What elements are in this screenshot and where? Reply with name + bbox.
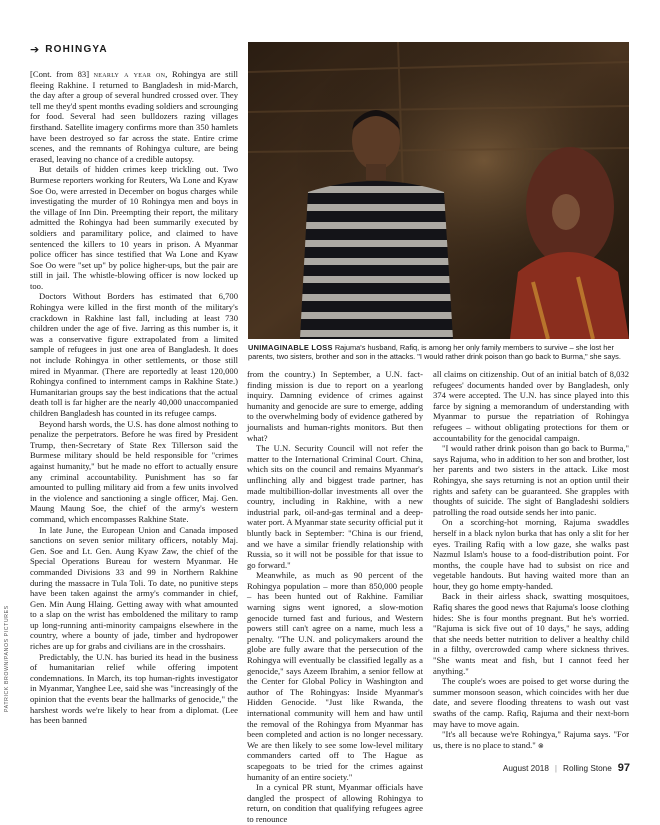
feature-photo: [248, 42, 629, 339]
arrow-right-icon: ➔: [30, 42, 40, 56]
photo-caption: [248, 343, 629, 362]
magazine-name: Rolling Stone: [563, 763, 612, 773]
issue-date: August 2018: [502, 763, 549, 773]
page-number: 97: [617, 762, 630, 774]
paragraph: Meanwhile, as much as 90 percent of the Rohingya population – more than 850,000 people – has been hunted out of Rakhine. Familiar warning signs went ignored, a slow-motion genocide turned fast and furious, and Western powers still can't agree on a name, much less a penalty. "The U.N. and policymakers around the globe are fully aware that the persecution of the Rohingya will eventually be classified legally as a genocide," says Azeem Ibrahim, a senior fellow at the Center for Global Policy in Washington and author of The Rohingyas: Inside Myanmar's Hidden Genocide. "Just like Rwanda, the international community will hem and haw until the removal of the Rohingya from Myanmar has been completed and action is no longer necessary. We are then likely to see some low-level military commanders carted off to The Hague as scapegoats to be tried for the crimes against humanity of an entire society.": [247, 570, 423, 782]
article-column-3: [433, 369, 629, 751]
paragraph: "It's all because we're Rohingya," Rajuma says. "For us, there is no place to stand." ⊗: [433, 729, 629, 750]
paragraph: In a cynical PR stunt, Myanmar officials have dangled the prospect of allowing Rohingya to return, on condition that qualifying refugees agree to renounce: [247, 782, 423, 824]
paragraph: Beyond harsh words, the U.S. has done almost nothing to penalize the perpetrators. Before he was fired by President Trump, then-Secretary of State Rex Tillerson said the Burmese military should be held responsible for "crimes against humanity," but he made no effort to actually ensure any criminal accountability. Punishment has so far amounted to pulling military aid from a few units involved in the violence and sanctioning a single officer, Maj. Gen. Maung Maung Soe, the chief of the army's western command, which encompasses Rakhine State.: [30, 418, 238, 524]
paragraph: In late June, the European Union and Canada imposed sanctions on seven senior military officers, notably Maj. Gen. Soe and Lt. Gen. Aung Kyaw Zaw, the chief of the Special Operations Bureau for western Myanmar. He commanded Divisions 33 and 99 in Northern Rakhine during the massacre in Tula Toli. To date, no punitive steps have been taken against the army's commander in chief, Gen. Min Aung Hlaing. Getting away with what amounted to a slap on the wrist has emboldened the military to ramp up long-running anti-minority campaigns elsewhere in the country, where a bounty of jade, timber and hydropower riches are up for grabs and civilians are in the crosshairs.: [30, 524, 238, 652]
section-kicker: ROHINGYA: [45, 43, 108, 55]
lead-in: nearly a year on: [93, 69, 166, 79]
paragraph: [Cont. from 83] nearly a year on, Rohingya are still fleeing Rakhine. I returned to Bangladesh in mid-March, the day after a group of several hundred crossed over. They tell me they'd spent months evading soldiers and scrounging for food. Several had seen bulldozers razing villages firsthand. Satellite imagery confirms more than 350 hamlets have been destroyed so far across the state. Entire crime scenes, and the remnants of Rohingya culture, are being erased, leaving no chance of a credible autopsy.: [30, 69, 238, 164]
paragraph: all claims on citizenship. Out of an initial batch of 8,032 refugees' documents handed over by Bangladesh, only 374 were accepted. The U.N. has since played into this farce by signing a memorandum of understanding with Myanmar to pursue the repatriation of Rohingya refugees – without obligating protections for them or accountability for the genocidal campaign.: [433, 369, 629, 443]
paragraph: Doctors Without Borders has estimated that 6,700 Rohingya were killed in the first month of the military's crackdown in Rakhine last fall, including at least 730 children under the age of five. Jarring as this number is, it was a conservative figure extrapolated from a limited sample of refugees in just one area of Bangladesh. It does not include Rohingya in other settlements, or those still mired in Myanmar. (There are reportedly at least 120,000 Rohingya confined to internment camps in Rakhine State.) Humanitarian groups say the best indications that the actual death toll is far higher are the nearly 40,000 unaccompanied children Bangladesh has counted in its refugee camps.: [30, 291, 238, 418]
section-header: [30, 42, 108, 56]
paragraph: Predictably, the U.N. has buried its head in the business of humanitarian relief while offering impotent condemnations. In March, its top human-rights investigator in Myanmar, Yanghee Lee, said she was "increasingly of the opinion that the events bear the hallmarks of genocide," the harshest words we're likely to hear from a diplomat. (Lee has been banned: [30, 651, 238, 726]
article-column-2: [247, 369, 423, 825]
paragraph: Back in their airless shack, swatting mosquitoes, Rafiq shares the good news that Rajuma's loose clothing hides: She is four months pregnant. But he's worried. "Rajuma is sick five out of 10 days," he says, adding that she needs better nutrition to deliver a healthy child in a filthy, overcrowded camp where sickness thrives. "She wants meat and fish, but I cannot feed her anything.": [433, 591, 629, 676]
paragraph: "I would rather drink poison than go back to Burma," says Rajuma, who in addition to her son and brother, lost her parents and two sisters in the attack. Like most Rohingya, she says returning is not an option until their rights and safety can be guaranteed. She grapples with thoughts of suicide. The sight of Bangladeshi soldiers patrolling the road outside sends her into panic.: [433, 443, 629, 517]
end-mark-icon: ⊗: [537, 741, 544, 750]
paragraph: from the country.) In September, a U.N. fact-finding mission is due to report on a yearlong inquiry. Damning evidence of crimes against humanity and genocide are sure to emerge, adding to the overwhelming body of evidence gathered by journalists and human-rights monitors. But then what?: [247, 369, 423, 443]
caption-text: Rajuma's husband, Rafiq, is among her only family members to survive – she lost her parents, two sisters, brother and son in the attacks. "I would rather drink poison than go back to Burma," she says.: [248, 343, 621, 362]
paragraph: The U.N. Security Council will not refer the matter to the International Criminal Court. China, which sits on the council and remains Myanmar's unflinching ally and biggest trade partner, has made multibillion-dollar investments all over the country, including in Rakhine, with a new industrial park, oil-and-gas terminal and a deep-water port. A Myanmar state security official put it bluntly back in September: "China is our friend, and we have a similar friendly relationship with Russia, so it will not be possible for that issue to go forward.": [247, 443, 423, 570]
continuation-note: [Cont. from 83]: [30, 69, 94, 79]
folio-divider: |: [554, 763, 558, 773]
paragraph: On a scorching-hot morning, Rajuma swaddles herself in a black nylon burka that has only a slit for her eyes. Trailing Rafiq with a low gaze, she walks past Nazmul Islam's house to a food-distribution point. For months, the couple have had to subsist on rice and vegetable handouts. But having waited more than an hour, they go home empty-handed.: [433, 517, 629, 591]
article-column-1: [30, 69, 238, 726]
photo-credit: PATRICK BROWN/PANOS PICTURES: [4, 605, 10, 712]
caption-label: UNIMAGINABLE LOSS: [248, 343, 333, 352]
page-folio: [503, 762, 630, 774]
paragraph: The couple's woes are poised to get worse during the summer monsoon season, which coincides with her due date, and severe flooding threatens to wash out vast swaths of the camp. Rafiq, Rajuma and their next-born may have to move again.: [433, 676, 629, 729]
paragraph: But details of hidden crimes keep trickling out. Two Burmese reporters working for Reuters, Wa Lone and Kyaw Soe Oo, were arrested in December on bogus charges while investigating the murder of 10 Rohingya men and boys in the village of Inn Din. Preempting their report, the military admitted the Rohingya had been summarily executed by soldiers and paramilitary police, and claimed to have sentenced the killers to 10 years in prison. A Myanmar police officer has since testified that Wa Lone and Kyaw Soe Oo were "set up" by police higher-ups, but the pair are still in jail. The whistle-blowing officer is now locked up too.: [30, 164, 238, 291]
